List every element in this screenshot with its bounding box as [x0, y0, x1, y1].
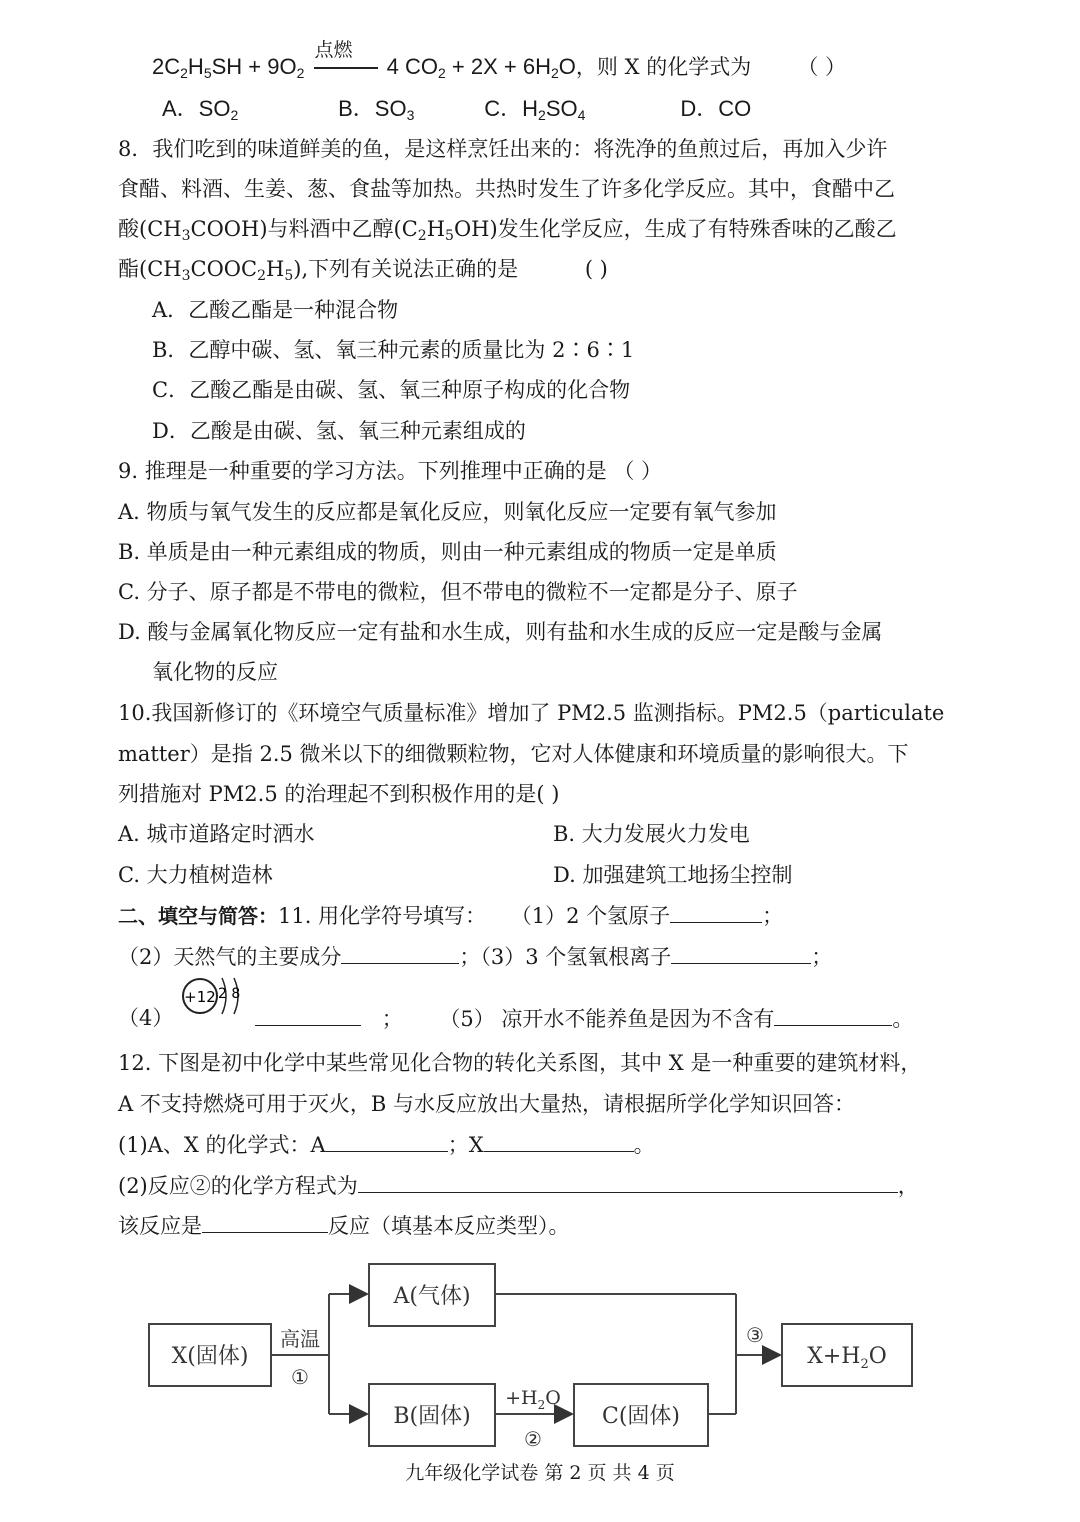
- answer-blank-1[interactable]: [670, 900, 762, 923]
- q7-options: [162, 94, 751, 130]
- label-b: B(固体): [393, 1404, 471, 1429]
- q11-line1: 二、填空与简答：11. 用化学符号填写： （1）2 个氢原子 ；: [118, 900, 783, 931]
- q10-option-d: D. 加强建筑工地扬尘控制: [553, 863, 793, 887]
- reaction-num-3: ③: [746, 1323, 764, 1347]
- answer-blank-2[interactable]: [341, 941, 459, 964]
- q8-line2: 食醋、料酒、生姜、葱、食盐等加热。共热时发生了许多化学反应。其中，食醋中乙: [118, 177, 895, 201]
- q8-option-b: B．乙醇中碳、氢、氧三种元素的质量比为 2∶6∶1: [152, 338, 635, 362]
- q9-option-a: A. 物质与氧气发生的反应都是氧化反应，则氧化反应一定要有氧气参加: [118, 500, 777, 524]
- answer-paren: ( ): [584, 257, 608, 281]
- answer-blank-3[interactable]: [671, 941, 811, 964]
- answer-blank-a[interactable]: [326, 1129, 448, 1152]
- atom-shells: 2 8: [218, 986, 241, 1002]
- q8-option-c: C．乙酸乙酯是由碳、氢、氧三种原子构成的化合物: [152, 378, 631, 402]
- q12-part3: 该反应是 反应（填基本反应类型）。: [118, 1210, 570, 1241]
- atom-structure-diagram: [178, 976, 250, 1026]
- label-a: A(气体): [393, 1284, 471, 1309]
- answer-blank-x[interactable]: [484, 1129, 634, 1152]
- page-footer: 九年级化学试卷 第 2 页 共 4 页: [405, 1462, 675, 1484]
- q8-line1: 8．我们吃到的味道鲜美的鱼，是这样烹饪出来的：将洗净的鱼煎过后，再加入少许: [118, 137, 888, 161]
- q8-line3: 酸$(CH_3COOH)$与料酒中乙醇$(C_2H_5OH)$发生化学反应，生成了有特殊香味的乙酸乙: [118, 217, 897, 244]
- q9-stem: 9. 推理是一种重要的学习方法。下列推理中正确的是 （ ）: [118, 459, 663, 483]
- q11-line3-right: ； （5） 凉开水不能养鱼是因为不含有 。: [255, 1003, 913, 1034]
- label-c: C(固体): [602, 1404, 680, 1429]
- q11-line2: （2）天然气的主要成分 ；（3）3 个氢氧根离子 ；: [118, 941, 832, 972]
- option-d: D．CO: [680, 96, 752, 121]
- q10-option-a: A. 城市道路定时洒水: [118, 822, 315, 846]
- q12-part1: (1)A、X 的化学式：A ；X 。: [118, 1129, 655, 1160]
- label-x: X(固体): [171, 1344, 249, 1369]
- q10-line2: matter）是指 2.5 微米以下的细微颗粒物，它对人体健康和环境质量的影响很大。下: [118, 742, 909, 766]
- answer-blank-5[interactable]: [774, 1003, 892, 1026]
- q9-option-d-cont: 氧化物的反应: [152, 660, 278, 684]
- q8-line4: 酯$(CH_3COOC_2H_5)$,下列有关说法正确的是 ( ): [118, 257, 608, 284]
- reaction-condition: 点燃: [311, 52, 381, 82]
- q8-option-a: A．乙酸乙酯是一种混合物: [152, 298, 399, 322]
- q9-option-b: B. 单质是由一种元素组成的物质，则由一种元素组成的物质一定是单质: [118, 540, 777, 564]
- q10-line3: 列措施对 PM2.5 的治理起不到积极作用的是( ): [118, 782, 560, 806]
- q12-part2: (2)反应②的化学方程式为 ，: [118, 1170, 919, 1201]
- q7-equation: $2C_2H_5SH + 9O_2$ 点燃 4 $CO_2 + 2X + 6H_2O$，则 X 的化学式为 （ ）: [152, 40, 847, 81]
- condition-add-water: $+H_2O$: [505, 1387, 561, 1412]
- reaction-num-2: ②: [524, 1427, 542, 1451]
- conversion-diagram: [140, 1258, 930, 1454]
- section-title: 二、填空与简答：: [118, 904, 278, 928]
- reaction-num-1: ①: [291, 1365, 309, 1389]
- answer-blank-type[interactable]: [202, 1210, 328, 1233]
- q10-line1: 10.我国新修订的《环境空气质量标准》增加了 PM2.5 监测指标。PM2.5（particulate: [118, 701, 945, 725]
- option-a: A．$SO_2$: [162, 96, 239, 123]
- answer-blank-4[interactable]: [255, 1003, 361, 1026]
- option-c: C．$H_2SO_4$: [484, 96, 586, 123]
- q12-line2: A 不支持燃烧可用于灭火，B 与水反应放出大量热，请根据所学化学知识回答：: [118, 1092, 855, 1116]
- label-product: $X+H_2O$: [807, 1344, 887, 1372]
- answer-blank-equation[interactable]: [358, 1170, 898, 1193]
- q11-line3: （4）: [118, 1006, 174, 1030]
- option-b: B．$SO_3$: [338, 96, 415, 123]
- q12-line1: 12. 下图是初中化学中某些常见化合物的转化关系图，其中 X 是一种重要的建筑材料，: [118, 1051, 922, 1075]
- q8-option-d: D．乙酸是由碳、氢、氧三种元素组成的: [152, 419, 526, 443]
- q9-option-c: C. 分子、原子都是不带电的微粒，但不带电的微粒不一定都是分子、原子: [118, 580, 798, 604]
- atom-nucleus: +12: [184, 988, 216, 1006]
- condition-high-temp: 高温: [280, 1327, 320, 1351]
- answer-paren: （ ）: [797, 55, 847, 79]
- q9-option-d: D. 酸与金属氧化物反应一定有盐和水生成，则有盐和水生成的反应一定是酸与金属: [118, 620, 883, 644]
- q10-option-b: B. 大力发展火力发电: [553, 822, 750, 846]
- q10-option-c: C. 大力植树造林: [118, 863, 273, 887]
